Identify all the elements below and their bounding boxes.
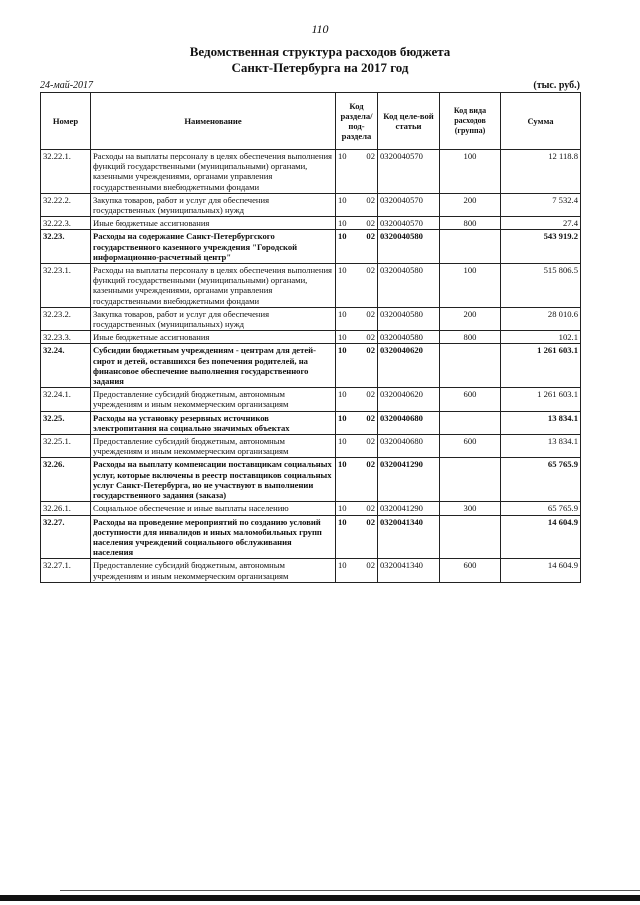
header-num: Номер xyxy=(41,93,91,150)
row-subsection-code: 02 xyxy=(366,265,375,276)
row-number: 32.23. xyxy=(41,230,91,264)
row-expense-type xyxy=(440,344,501,388)
scan-edge-bar xyxy=(0,895,640,901)
row-section-code: 10 xyxy=(338,436,347,447)
row-section xyxy=(336,344,378,388)
row-section xyxy=(336,388,378,411)
row-article: 0320041340 xyxy=(378,515,440,559)
row-expense-type xyxy=(440,230,501,264)
row-name: Расходы на выплату компенсации поставщикам социальных услуг, которые включены в реестр поставщиков социальных услуг Санкт-Петербурга, но не участвуют в выполнении государственного задания (заказа) xyxy=(91,458,336,502)
row-name: Иные бюджетные ассигнования xyxy=(91,331,336,344)
row-number: 32.22.3. xyxy=(41,217,91,230)
row-subsection-code: 02 xyxy=(366,412,375,423)
row-section xyxy=(336,411,378,434)
row-article: 0320040580 xyxy=(378,264,440,308)
row-subsection-code: 02 xyxy=(366,389,375,400)
row-section-code: 10 xyxy=(338,516,347,527)
table-row xyxy=(41,331,581,344)
table-row xyxy=(41,264,581,308)
table-row xyxy=(41,344,581,388)
row-article: 0320040580 xyxy=(378,307,440,330)
row-subsection-code: 02 xyxy=(366,516,375,527)
row-article: 0320040580 xyxy=(378,331,440,344)
row-name: Предоставление субсидий бюджетным, автономным учреждениям и иным некоммерческим организациям xyxy=(91,559,336,582)
row-section-code: 10 xyxy=(338,265,347,276)
table-row xyxy=(41,559,581,582)
row-sum: 14 604.9 xyxy=(501,515,581,559)
row-name: Расходы на выплаты персоналу в целях обеспечения выполнения функций государственными (муниципальными) органами, казенными учреждениями, органами управления государственными внебюджетными фондами xyxy=(91,150,336,194)
row-name: Предоставление субсидий бюджетным, автономным учреждениям и иным некоммерческим организациям xyxy=(91,388,336,411)
table-row xyxy=(41,515,581,559)
table-row xyxy=(41,150,581,194)
table-row xyxy=(41,411,581,434)
footer-rule xyxy=(60,890,640,891)
header-type: Код вида расходов (группа) xyxy=(440,93,501,150)
row-sum: 1 261 603.1 xyxy=(501,344,581,388)
row-section xyxy=(336,502,378,515)
row-article: 0320040570 xyxy=(378,193,440,216)
row-section xyxy=(336,264,378,308)
row-section xyxy=(336,559,378,582)
row-name: Расходы на проведение мероприятий по созданию условий доступности для инвалидов и иных маломобильных групп населения учреждений социального обслуживания населения xyxy=(91,515,336,559)
row-sum: 65 765.9 xyxy=(501,502,581,515)
row-number: 32.23.1. xyxy=(41,264,91,308)
row-expense-type: 100 xyxy=(440,150,501,194)
row-sum: 13 834.1 xyxy=(501,411,581,434)
row-subsection-code: 02 xyxy=(366,503,375,514)
row-section-code: 10 xyxy=(338,218,347,229)
row-sum: 102.1 xyxy=(501,331,581,344)
row-expense-type: 600 xyxy=(440,559,501,582)
table-body xyxy=(41,150,581,583)
table-row xyxy=(41,230,581,264)
row-article: 0320040620 xyxy=(378,388,440,411)
row-sum: 1 261 603.1 xyxy=(501,388,581,411)
table-row xyxy=(41,217,581,230)
row-sum: 28 010.6 xyxy=(501,307,581,330)
budget-table xyxy=(40,92,581,583)
row-number: 32.26. xyxy=(41,458,91,502)
row-subsection-code: 02 xyxy=(366,436,375,447)
row-number: 32.27.1. xyxy=(41,559,91,582)
row-number: 32.24.1. xyxy=(41,388,91,411)
row-number: 32.26.1. xyxy=(41,502,91,515)
row-subsection-code: 02 xyxy=(366,332,375,343)
row-subsection-code: 02 xyxy=(366,218,375,229)
row-expense-type: 800 xyxy=(440,331,501,344)
row-expense-type: 800 xyxy=(440,217,501,230)
row-section xyxy=(336,331,378,344)
row-number: 32.23.3. xyxy=(41,331,91,344)
row-article: 0320040680 xyxy=(378,435,440,458)
row-article: 0320041340 xyxy=(378,559,440,582)
row-section-code: 10 xyxy=(338,151,347,161)
header-name: Наименование xyxy=(91,93,336,150)
row-section xyxy=(336,193,378,216)
row-subsection-code: 02 xyxy=(366,194,375,205)
row-expense-type: 200 xyxy=(440,193,501,216)
row-expense-type xyxy=(440,411,501,434)
row-article: 0320040680 xyxy=(378,411,440,434)
row-subsection-code: 02 xyxy=(366,345,375,356)
row-article: 0320040570 xyxy=(378,217,440,230)
row-section-code: 10 xyxy=(338,412,347,423)
row-expense-type: 600 xyxy=(440,435,501,458)
row-name: Расходы на установку резервных источников электропитания на социально значимых объектах xyxy=(91,411,336,434)
table-row xyxy=(41,307,581,330)
table-row xyxy=(41,458,581,502)
row-subsection-code: 02 xyxy=(366,459,375,470)
row-name: Социальное обеспечение и иные выплаты населению xyxy=(91,502,336,515)
row-sum: 543 919.2 xyxy=(501,230,581,264)
row-section-code: 10 xyxy=(338,231,347,242)
row-expense-type: 100 xyxy=(440,264,501,308)
row-subsection-code: 02 xyxy=(366,151,375,161)
row-expense-type xyxy=(440,515,501,559)
row-sum: 12 118.8 xyxy=(501,150,581,194)
row-section-code: 10 xyxy=(338,503,347,514)
row-name: Закупка товаров, работ и услуг для обеспечения государственных (муниципальных) нужд xyxy=(91,307,336,330)
row-number: 32.24. xyxy=(41,344,91,388)
row-sum: 515 806.5 xyxy=(501,264,581,308)
page-title xyxy=(0,44,640,76)
row-sum: 27.4 xyxy=(501,217,581,230)
row-number: 32.22.2. xyxy=(41,193,91,216)
units-label: (тыс. руб.) xyxy=(533,80,580,91)
row-section xyxy=(336,230,378,264)
row-name: Предоставление субсидий бюджетным, автономным учреждениям и иным некоммерческим организациям xyxy=(91,435,336,458)
row-section xyxy=(336,217,378,230)
row-sum: 13 834.1 xyxy=(501,435,581,458)
table-row xyxy=(41,435,581,458)
row-section xyxy=(336,150,378,194)
row-section xyxy=(336,307,378,330)
table-row xyxy=(41,193,581,216)
row-article: 0320041290 xyxy=(378,502,440,515)
row-article: 0320040570 xyxy=(378,150,440,194)
row-name: Расходы на выплаты персоналу в целях обеспечения выполнения функций государственными (муниципальными) органами, казенными учреждениями, органами управления государственными внебюджетными фондами xyxy=(91,264,336,308)
row-number: 32.25.1. xyxy=(41,435,91,458)
row-section-code: 10 xyxy=(338,308,347,319)
document-date: 24-май-2017 xyxy=(40,80,94,91)
table-row xyxy=(41,502,581,515)
row-section-code: 10 xyxy=(338,560,347,571)
row-expense-type: 200 xyxy=(440,307,501,330)
row-sum: 7 532.4 xyxy=(501,193,581,216)
row-section xyxy=(336,515,378,559)
row-name: Закупка товаров, работ и услуг для обеспечения государственных (муниципальных) нужд xyxy=(91,193,336,216)
row-sum: 14 604.9 xyxy=(501,559,581,582)
row-section-code: 10 xyxy=(338,194,347,205)
row-article: 0320040580 xyxy=(378,230,440,264)
row-sum: 65 765.9 xyxy=(501,458,581,502)
row-number: 32.23.2. xyxy=(41,307,91,330)
page-number: 110 xyxy=(311,22,329,36)
row-section xyxy=(336,435,378,458)
row-section-code: 10 xyxy=(338,332,347,343)
row-name: Расходы на содержание Санкт-Петербургского государственного казенного учреждения "Городской информационно-расчетный центр" xyxy=(91,230,336,264)
row-section xyxy=(336,458,378,502)
title-line-1: Ведомственная структура расходов бюджета xyxy=(189,44,451,59)
row-expense-type xyxy=(440,458,501,502)
header-sum: Сумма xyxy=(501,93,581,150)
row-number: 32.25. xyxy=(41,411,91,434)
row-section-code: 10 xyxy=(338,459,347,470)
header-article: Код целе-вой статьи xyxy=(378,93,440,150)
row-subsection-code: 02 xyxy=(366,308,375,319)
row-article: 0320041290 xyxy=(378,458,440,502)
header-section: Код раздела/ под-раздела xyxy=(336,93,378,150)
row-expense-type: 300 xyxy=(440,502,501,515)
row-number: 32.22.1. xyxy=(41,150,91,194)
row-subsection-code: 02 xyxy=(366,231,375,242)
row-article: 0320040620 xyxy=(378,344,440,388)
row-number: 32.27. xyxy=(41,515,91,559)
table-row xyxy=(41,388,581,411)
row-section-code: 10 xyxy=(338,345,347,356)
table-header-row xyxy=(41,93,581,150)
row-expense-type: 600 xyxy=(440,388,501,411)
row-name: Субсидии бюджетным учреждениям - центрам для детей-сирот и детей, оставшихся без попечения родителей, на финансовое обеспечение выполнения государственного задания xyxy=(91,344,336,388)
row-subsection-code: 02 xyxy=(366,560,375,571)
title-line-2: Санкт-Петербурга на 2017 год xyxy=(231,60,409,75)
row-name: Иные бюджетные ассигнования xyxy=(91,217,336,230)
row-section-code: 10 xyxy=(338,389,347,400)
